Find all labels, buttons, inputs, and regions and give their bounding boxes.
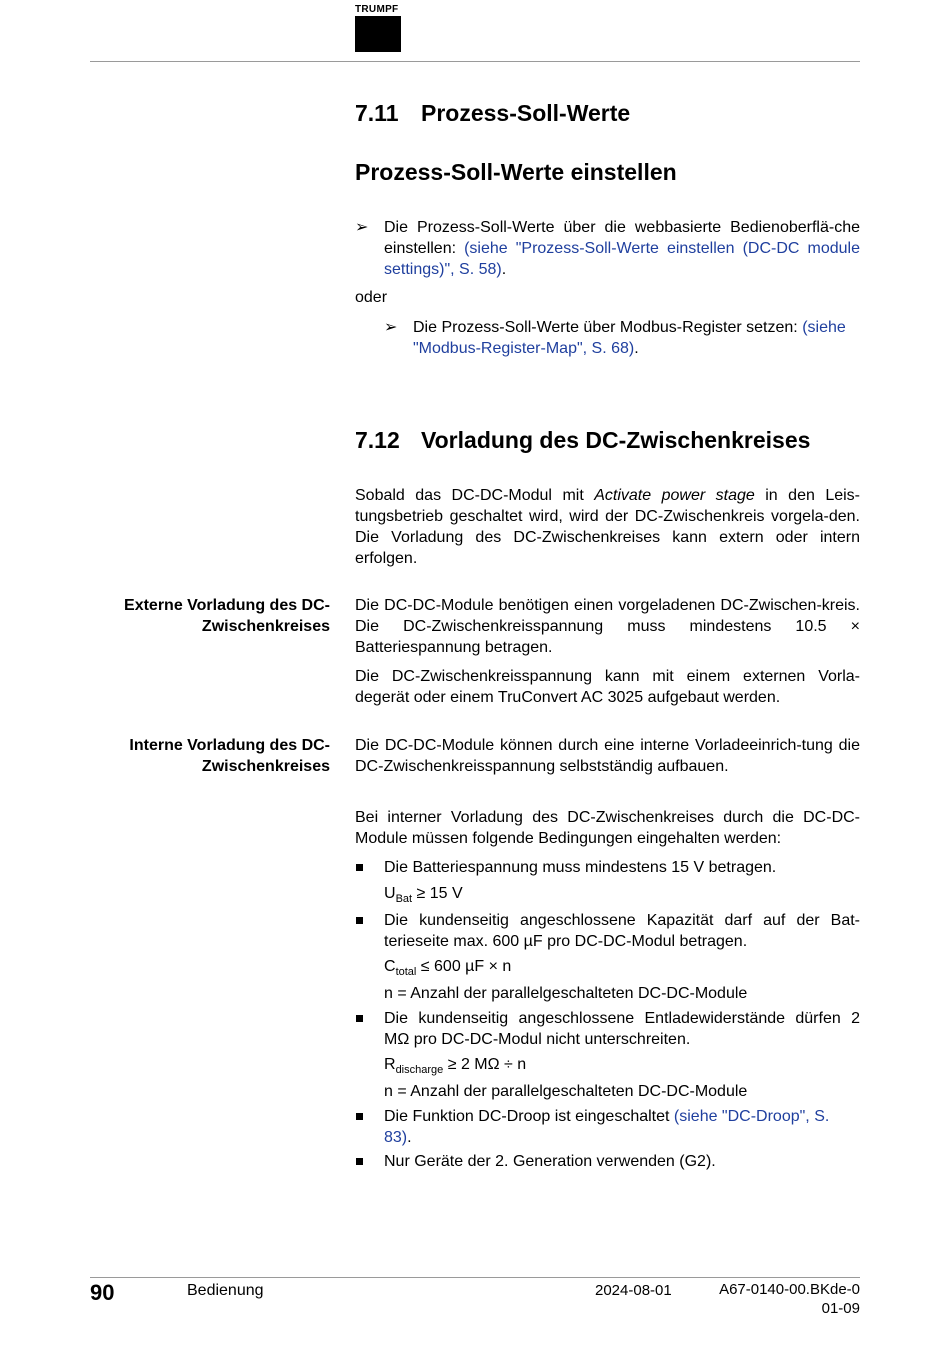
arrow-bullet-icon: ➢ (384, 319, 398, 336)
formula: $R_{discharge} \ge 2$ MΩ ÷ n (384, 1056, 527, 1076)
external-paragraph-2: Die DC-Zwischenkreisspannung kann mit einem externen Vorla-degerät oder einem TruConvert AC 3025 aufgebaut werden. (355, 668, 860, 706)
formula: $U_{Bat} \ge 15$ V (384, 885, 463, 905)
formula: $C_{total} \le 600$ µF × n (384, 958, 512, 978)
footer-section: Bedienung (187, 1282, 264, 1299)
external-paragraph-1: Die DC-DC-Module benötigen einen vorgeladenen DC-Zwischen-kreis. Die DC-Zwischenkreisspannung muss mindestens 10.5 × Batteriespannung betragen. (355, 597, 860, 656)
condition-item: Die kundenseitig angeschlossene Entladewiderstände dürfen 2 MΩ pro DC-DC-Modul nicht unterschreiten. (355, 1008, 860, 1050)
section-number: 7.11 (355, 100, 399, 126)
condition-item: Die Batteriespannung muss mindestens 15 V betragen. (355, 857, 860, 878)
section-title: Vorladung des DC-Zwischenkreises (421, 427, 811, 453)
footer-document-id: A67-0140-00.BKde-0 01-09 (719, 1281, 860, 1317)
trumpf-logo (355, 5, 401, 52)
square-bullet-icon (356, 1158, 363, 1165)
step-text: Die Prozess-Soll-Werte über Modbus-Register setzen: (siehe "Modbus-Register-Map", S. 68). (413, 319, 846, 357)
internal-paragraph-2: Bei interner Vorladung des DC-Zwischenkreises durch die DC-DC-Module müssen folgende Bedingungen eingehalten werden: (355, 809, 860, 847)
section-heading-7-11 (355, 99, 630, 127)
page-number: 90 (90, 1280, 115, 1305)
arrow-bullet-icon: ➢ (355, 219, 369, 236)
formula-note: n = Anzahl der parallelgeschalteten DC-DC-Module (384, 1083, 748, 1100)
step-text: Die Prozess-Soll-Werte über die webbasierte Bedienoberflä-che einstellen: (siehe "Prozess-Soll-Werte einstellen (DC-DC module settings)", S. 58). (384, 219, 860, 278)
header-rule (90, 61, 860, 62)
cross-reference-link[interactable]: (siehe "Modbus-Register-Map", S. 68) (413, 319, 846, 357)
margin-heading-external: Externe Vorladung des DC-Zwischenkreises (124, 597, 330, 635)
intro-paragraph: Sobald das DC-DC-Modul mit Activate power stage in den Leis-tungsbetrieb geschaltet wird, wird der DC-Zwischenkreis vorgela-den. Die Vorladung des DC-Zwischenkreises kann extern oder intern erfolgen. (355, 487, 860, 567)
condition-item: Die kundenseitig angeschlossene Kapazität darf auf der Bat-terieseite max. 600 µF pro DC-DC-Modul betragen. (355, 910, 860, 952)
square-bullet-icon (356, 1113, 363, 1120)
section-number: 7.12 (355, 427, 400, 453)
section-title: Prozess-Soll-Werte (421, 100, 631, 126)
condition-item: Die Funktion DC-Droop ist eingeschaltet (siehe "DC-Droop", S. 83). (355, 1106, 860, 1148)
footer-date: 2024-08-01 (595, 1282, 672, 1299)
footer-rule (90, 1277, 860, 1278)
square-bullet-icon (356, 917, 363, 924)
square-bullet-icon (356, 864, 363, 871)
internal-paragraph-1: Die DC-DC-Module können durch eine interne Vorladeeinrich-tung die DC-Zwischenkreisspannung selbstständig aufbauen. (355, 737, 860, 775)
cross-reference-link[interactable]: (siehe "DC-Droop", S. 83) (384, 1108, 830, 1146)
formula-note: n = Anzahl der parallelgeschalteten DC-DC-Module (384, 985, 748, 1002)
square-bullet-icon (356, 1015, 363, 1022)
logo-block (355, 16, 401, 52)
margin-heading-internal: Interne Vorladung des DC-Zwischenkreises (129, 737, 330, 775)
section-heading-7-12 (355, 426, 810, 454)
or-label: oder (355, 289, 388, 306)
cross-reference-link[interactable]: (siehe "Prozess-Soll-Werte einstellen (DC-DC module settings)", S. 58) (384, 240, 860, 278)
logo-text: TRUMPF (355, 4, 399, 15)
subheading-set-values: Prozess-Soll-Werte einstellen (355, 159, 677, 185)
condition-item: Nur Geräte der 2. Generation verwenden (G2). (355, 1151, 860, 1172)
